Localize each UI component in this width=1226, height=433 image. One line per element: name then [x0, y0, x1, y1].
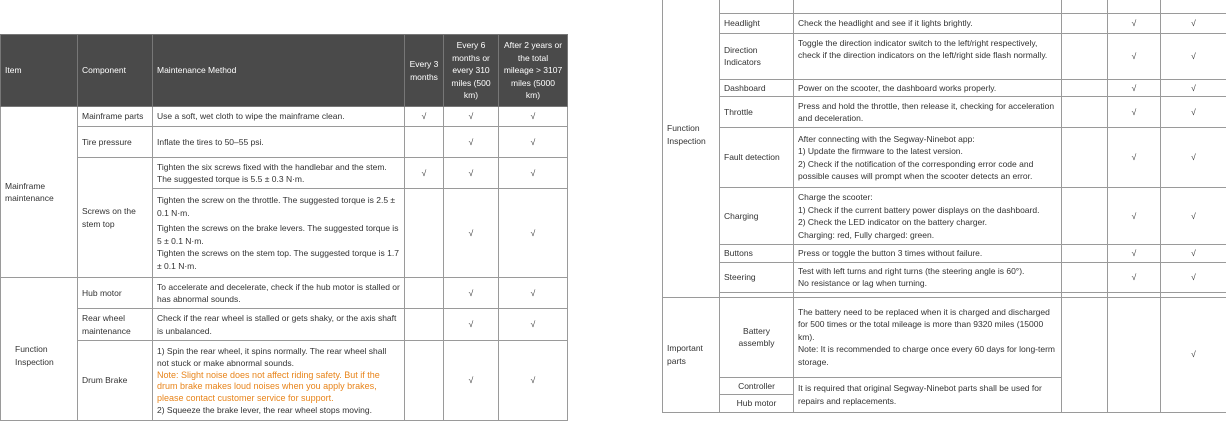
method-cell: Check if the rear wheel is stalled or gets shaky, or the axis shaft is unbalanced.	[153, 309, 405, 341]
check-mark: √	[1108, 13, 1161, 33]
method-line: Charging: red, Fully charged: green.	[798, 229, 935, 240]
check-mark: √	[444, 189, 499, 278]
table-row	[663, 128, 1226, 188]
table-row	[663, 13, 1226, 33]
check-mark: √	[1161, 128, 1226, 188]
check-mark: √	[1108, 245, 1161, 263]
empty-cell	[1062, 0, 1108, 13]
item-function-inspection: Function Inspection	[1, 278, 78, 421]
check-mark: √	[499, 278, 568, 309]
method-cell	[794, 262, 1062, 292]
check-mark: √	[1108, 188, 1161, 245]
empty-cell	[1062, 13, 1108, 33]
table-row	[1, 278, 568, 309]
component-cell: Hub motor	[78, 278, 153, 309]
empty-cell	[405, 127, 444, 158]
check-mark: √	[1161, 33, 1226, 79]
component-cell: Tire pressure	[78, 127, 153, 158]
component-cell: Controller	[720, 377, 794, 395]
component-cell: Drum Brake	[78, 341, 153, 421]
check-mark: √	[1161, 13, 1226, 33]
method-line: No resistance or lag when turning.	[798, 278, 927, 288]
method-cell	[794, 188, 1062, 245]
item-important-parts: Important parts	[663, 297, 720, 412]
method-line: Tighten the screws on the brake levers. The suggested torque is 5 ± 0.1 N·m.	[157, 223, 399, 246]
check-mark: √	[1108, 79, 1161, 97]
empty-cell	[1062, 297, 1108, 412]
check-mark: √	[405, 107, 444, 127]
method-line: Charge the scooter:	[798, 192, 873, 202]
empty-cell	[1062, 262, 1108, 292]
table-row	[1, 158, 568, 189]
table-row	[663, 33, 1226, 79]
empty-cell	[1062, 245, 1108, 263]
method-cell: Press or toggle the button 3 times without failure.	[794, 245, 1062, 263]
empty-cell	[1062, 97, 1108, 128]
component-cell: Hub motor	[720, 395, 794, 413]
empty-cell	[405, 189, 444, 278]
empty-cell	[405, 278, 444, 309]
method-cell: Power on the scooter, the dashboard works properly.	[794, 79, 1062, 97]
table-row	[663, 262, 1226, 292]
check-mark: √	[499, 158, 568, 189]
check-mark: √	[405, 158, 444, 189]
header-every-6-months: Every 6 months or every 310 miles (500 km)	[444, 35, 499, 107]
component-cell: Rear wheel maintenance	[78, 309, 153, 341]
method-cell	[794, 297, 1062, 377]
method-line: 1) Spin the rear wheel, it spins normally. The rear wheel shall not stuck or make abnormal sounds.	[157, 345, 387, 368]
method-cell: It is required that original Segway-Ninebot parts shall be used for repairs and replacements.	[794, 377, 1062, 412]
drum-brake-note: Note: Slight noise does not affect riding safety. But if the drum brake makes loud noises when you apply brakes, please contact customer service for support.	[157, 369, 380, 403]
component-cell: Battery assembly	[720, 297, 794, 377]
component-cell: Buttons	[720, 245, 794, 263]
method-cell: Tighten the six screws fixed with the handlebar and the stem. The suggested torque is 5.5 ± 0.3 N·m.	[153, 158, 405, 189]
maintenance-table-left	[0, 34, 568, 421]
check-mark: √	[1108, 262, 1161, 292]
empty-cell	[1062, 188, 1108, 245]
method-cell: To accelerate and decelerate, check if the hub motor is stalled or has abnormal sounds.	[153, 278, 405, 309]
component-cell: Mainframe parts	[78, 107, 153, 127]
check-mark: √	[499, 127, 568, 158]
table-row	[663, 297, 1226, 377]
component-cell: Screws on the stem top	[78, 158, 153, 278]
check-mark: √	[499, 309, 568, 341]
item-function-inspection: Function Inspection	[663, 0, 720, 297]
empty-cell	[1062, 33, 1108, 79]
method-cell	[794, 128, 1062, 188]
component-cell: Fault detection	[720, 128, 794, 188]
table-row	[1, 341, 568, 421]
table-row	[1, 309, 568, 341]
item-mainframe-maintenance: Mainframe maintenance	[1, 107, 78, 278]
method-line: After connecting with the Segway-Ninebot app:	[798, 133, 975, 144]
method-line: 1) Update the firmware to the latest version.	[798, 146, 963, 156]
table-row	[1, 127, 568, 158]
method-cell	[153, 189, 405, 278]
method-cell	[153, 341, 405, 421]
component-cell: Dashboard	[720, 79, 794, 97]
empty-cell	[794, 0, 1062, 13]
check-mark: √	[1161, 97, 1226, 128]
method-line: 2) Check the LED indicator on the battery charger.	[798, 217, 987, 227]
empty-cell	[1161, 0, 1226, 13]
method-cell: Inflate the tires to 50–55 psi.	[153, 127, 405, 158]
check-mark: √	[499, 107, 568, 127]
check-mark: √	[1108, 97, 1161, 128]
method-line: The battery need to be replaced when it is charged and discharged for 500 times or the total mileage is more than 9320 miles (15000 km).	[798, 306, 1050, 342]
header-method: Maintenance Method	[153, 35, 405, 107]
empty-cell	[1062, 79, 1108, 97]
method-line: Test with left turns and right turns (the steering angle is 60°).	[798, 265, 1025, 276]
method-line: Tighten the screw on the throttle. The suggested torque is 2.5 ± 0.1 N·m.	[157, 195, 396, 218]
check-mark: √	[1161, 79, 1226, 97]
method-cell: Toggle the direction indicator switch to the left/right respectively, check if the direction indicators on the left/right side flash normally.	[794, 33, 1062, 79]
empty-cell	[1108, 297, 1161, 412]
method-cell: Check the headlight and see if it lights brightly.	[794, 13, 1062, 33]
check-mark: √	[1161, 297, 1226, 412]
empty-cell	[720, 0, 794, 13]
check-mark: √	[1108, 128, 1161, 188]
check-mark: √	[499, 189, 568, 278]
empty-cell	[405, 309, 444, 341]
table-row	[663, 97, 1226, 128]
check-mark: √	[444, 107, 499, 127]
check-mark: √	[444, 278, 499, 309]
empty-cell	[1062, 128, 1108, 188]
component-cell: Charging	[720, 188, 794, 245]
empty-cell	[1108, 0, 1161, 13]
method-cell: Press and hold the throttle, then release it, checking for acceleration and deceleration.	[794, 97, 1062, 128]
check-mark: √	[444, 309, 499, 341]
check-mark: √	[444, 341, 499, 421]
method-line: 2) Check if the notification of the corresponding error code and possible causes will prompt when the scooter detects an error.	[798, 158, 1034, 181]
check-mark: √	[444, 158, 499, 189]
header-after-2-years: After 2 years or the total mileage > 3107 miles (5000 km)	[499, 35, 568, 107]
table-row	[663, 188, 1226, 245]
maintenance-table-right	[662, 0, 1226, 413]
check-mark: √	[444, 127, 499, 158]
method-line: Note: It is recommended to charge once every 60 days for long-term storage.	[798, 344, 1056, 367]
check-mark: √	[1161, 262, 1226, 292]
table-row	[663, 79, 1226, 97]
check-mark: √	[1161, 188, 1226, 245]
header-every-3-months: Every 3 months	[405, 35, 444, 107]
component-cell: Steering	[720, 262, 794, 292]
table-header-row	[1, 35, 568, 107]
method-cell: Use a soft, wet cloth to wipe the mainframe clean.	[153, 107, 405, 127]
component-cell: Headlight	[720, 13, 794, 33]
method-line: Tighten the screws on the stem top. The suggested torque is 1.7 ± 0.1 N·m.	[157, 248, 399, 271]
table-row	[1, 107, 568, 127]
component-cell: Direction Indicators	[720, 33, 794, 79]
table-row	[663, 245, 1226, 263]
method-line: 1) Check if the current battery power displays on the dashboard.	[798, 204, 1040, 215]
empty-cell	[405, 341, 444, 421]
component-cell: Throttle	[720, 97, 794, 128]
check-mark: √	[1161, 245, 1226, 263]
method-line: 2) Squeeze the brake lever, the rear wheel stops moving.	[157, 405, 372, 415]
check-mark: √	[1108, 33, 1161, 79]
check-mark: √	[499, 341, 568, 421]
table-row	[663, 0, 1226, 13]
header-item: Item	[1, 35, 78, 107]
header-component: Component	[78, 35, 153, 107]
